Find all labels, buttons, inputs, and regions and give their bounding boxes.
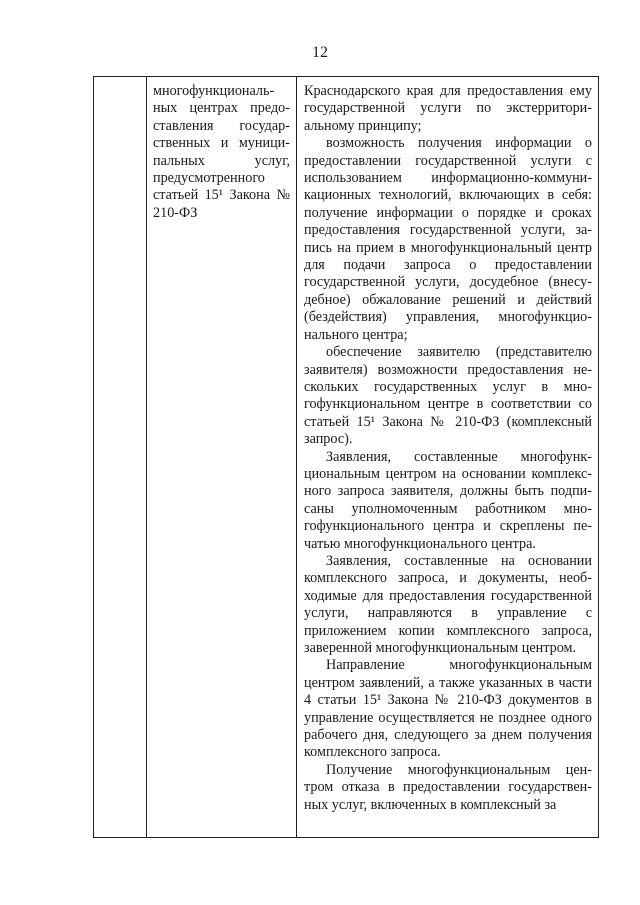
table-cell-left [147,77,297,837]
paragraph-2: возможность получения информации о предоставлении государственной услуги с использованием информационно-коммуникационных технологий, включающих в себя: получение информации о порядке и сроках предоставления государственной услуги, запись на прием в многофункциональный центр для подачи запроса о предоставлении государственной услуги, досудебное (внесудебное) обжалование решений и действий (бездействия) управления, многофункционального центра; [304,135,592,343]
table-column-empty [94,77,147,837]
paragraph-3: обеспечение заявителю (представителю заявителя) возможности предоставления нескольких государственных услуг в многофункциональном центре в соответствии со статьей 15¹ Закона № 210-ФЗ (комплексный запрос). [304,344,592,448]
paragraph-1: Краснодарского края для предоставления ему государственной услуги по экстерриториальному принципу; [304,83,592,134]
document-table [93,76,599,838]
paragraph-4: Заявления, составленные многофункциональным центром на основании комплексного запроса заявителя, должны быть подписаны уполномоченным работником многофункционального центра и скреплены печатью многофункционального центра. [304,448,592,552]
page-number: 12 [312,44,328,61]
table-cell-right [297,77,598,837]
paragraph-7: Получение многофункциональным центром отказа в предоставлении государственных услуг, включенных в комплексный за [304,761,592,813]
left-cell-text: многофункциональных центрах предоставления государственных и муниципальных услуг, предусмотренного статьей 15¹ Закона № 210-ФЗ [153,83,290,221]
paragraph-6: Направление многофункциональным центром заявлений, а также указанных в части 4 статьи 15¹ Закона № 210-ФЗ документов в управление осуществляется не позднее одного рабочего дня, следующего за днем получения комплексного запроса. [304,657,592,761]
paragraph-5: Заявления, составленные на основании комплексного запроса, и документы, необходимые для предоставления государственной услуги, направляются в управление с приложением копии комплексного запроса, заверенной многофункциональным центром. [304,552,592,656]
